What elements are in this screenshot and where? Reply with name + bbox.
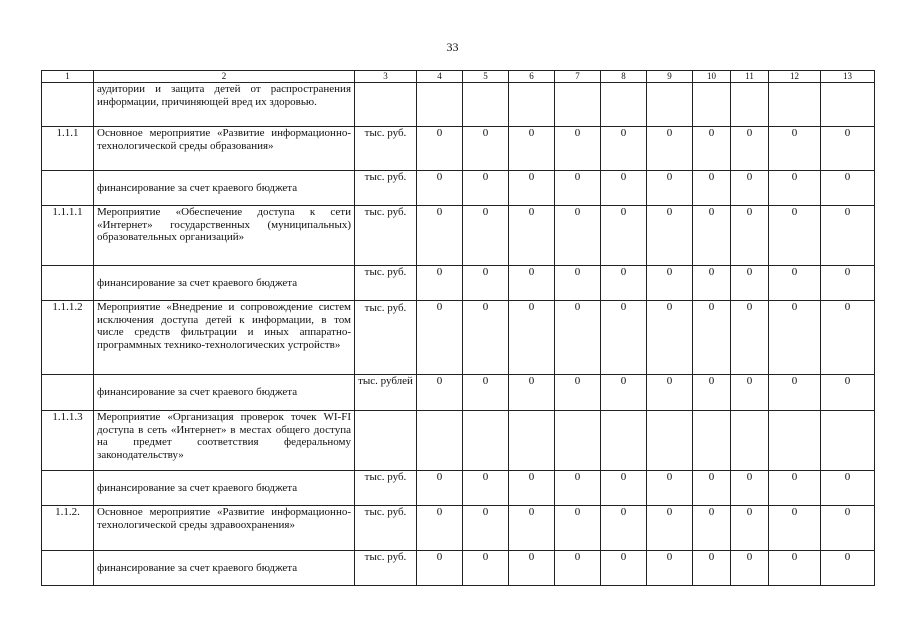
value-cell-col-8: 0 [601, 266, 647, 301]
value-cell-col-10: 0 [693, 301, 731, 375]
value-cell-col-7: 0 [555, 551, 601, 586]
table-row [42, 206, 875, 266]
table-row [42, 551, 875, 586]
value-cell-col-13: 0 [821, 127, 875, 171]
value-cell-col-5: 0 [463, 266, 509, 301]
value-cell-col-13: 0 [821, 471, 875, 506]
value-cell-col-6: 0 [509, 127, 555, 171]
value-cell-col-11: 0 [731, 551, 769, 586]
value-cell-col-8: 0 [601, 127, 647, 171]
value-cell-col-10 [693, 83, 731, 127]
value-cell-col-5: 0 [463, 301, 509, 375]
value-cell-col-7: 0 [555, 127, 601, 171]
row-number [42, 83, 94, 127]
value-cell-col-11: 0 [731, 375, 769, 411]
row-number: 1.1.2. [42, 506, 94, 551]
table-row [42, 301, 875, 375]
row-number: 1.1.1.1 [42, 206, 94, 266]
value-cell-col-8: 0 [601, 206, 647, 266]
column-number-5: 5 [463, 71, 509, 83]
row-description: Основное мероприятие «Развитие информационно-технологической среды образования» [94, 127, 355, 171]
value-cell-col-4 [417, 411, 463, 471]
value-cell-col-13: 0 [821, 506, 875, 551]
row-description: финансирование за счет краевого бюджета [94, 375, 355, 411]
value-cell-col-7: 0 [555, 506, 601, 551]
table-row [42, 127, 875, 171]
value-cell-col-12: 0 [769, 171, 821, 206]
value-cell-col-9: 0 [647, 471, 693, 506]
table-row [42, 375, 875, 411]
value-cell-col-10: 0 [693, 506, 731, 551]
value-cell-col-11: 0 [731, 171, 769, 206]
value-cell-col-5: 0 [463, 551, 509, 586]
value-cell-col-12: 0 [769, 551, 821, 586]
value-cell-col-10: 0 [693, 266, 731, 301]
value-cell-col-8: 0 [601, 551, 647, 586]
value-cell-col-5 [463, 411, 509, 471]
value-cell-col-4: 0 [417, 506, 463, 551]
value-cell-col-4: 0 [417, 375, 463, 411]
column-number-8: 8 [601, 71, 647, 83]
page-number: 33 [446, 40, 459, 54]
value-cell-col-8: 0 [601, 301, 647, 375]
value-cell-col-11: 0 [731, 127, 769, 171]
value-cell-col-12: 0 [769, 301, 821, 375]
value-cell-col-7: 0 [555, 375, 601, 411]
row-description: Мероприятие «Внедрение и сопровождение систем исключения доступа детей к информации, в том числе средств фильтрации и иных аппаратно-программных технико-технологических устройств» [94, 301, 355, 375]
value-cell-col-12: 0 [769, 506, 821, 551]
row-number: 1.1.1.2 [42, 301, 94, 375]
value-cell-col-9 [647, 83, 693, 127]
value-cell-col-13: 0 [821, 301, 875, 375]
row-description: Мероприятие «Обеспечение доступа к сети «Интернет» государственных (муниципальных) образовательных организаций» [94, 206, 355, 266]
value-cell-col-11: 0 [731, 301, 769, 375]
table-row [42, 411, 875, 471]
value-cell-col-11: 0 [731, 506, 769, 551]
table-row [42, 171, 875, 206]
value-cell-col-5: 0 [463, 471, 509, 506]
value-cell-col-5 [463, 83, 509, 127]
value-cell-col-9: 0 [647, 171, 693, 206]
table-row [42, 83, 875, 127]
value-cell-col-13: 0 [821, 551, 875, 586]
row-unit: тыс. руб. [355, 301, 417, 375]
row-description: финансирование за счет краевого бюджета [94, 266, 355, 301]
column-number-10: 10 [693, 71, 731, 83]
value-cell-col-12: 0 [769, 471, 821, 506]
row-unit: тыс. руб. [355, 171, 417, 206]
value-cell-col-12 [769, 411, 821, 471]
row-unit [355, 411, 417, 471]
value-cell-col-4: 0 [417, 206, 463, 266]
value-cell-col-8: 0 [601, 471, 647, 506]
value-cell-col-6: 0 [509, 206, 555, 266]
value-cell-col-8: 0 [601, 375, 647, 411]
column-numbers-row [42, 71, 875, 83]
value-cell-col-10: 0 [693, 206, 731, 266]
value-cell-col-7 [555, 411, 601, 471]
value-cell-col-9: 0 [647, 206, 693, 266]
value-cell-col-8 [601, 411, 647, 471]
column-number-13: 13 [821, 71, 875, 83]
column-number-1: 1 [42, 71, 94, 83]
column-number-9: 9 [647, 71, 693, 83]
value-cell-col-13 [821, 83, 875, 127]
value-cell-col-11: 0 [731, 206, 769, 266]
value-cell-col-5: 0 [463, 375, 509, 411]
value-cell-col-10: 0 [693, 551, 731, 586]
row-unit: тыс. рублей [355, 375, 417, 411]
value-cell-col-5: 0 [463, 171, 509, 206]
value-cell-col-12: 0 [769, 206, 821, 266]
value-cell-col-13: 0 [821, 375, 875, 411]
value-cell-col-4 [417, 83, 463, 127]
row-number [42, 471, 94, 506]
value-cell-col-6: 0 [509, 471, 555, 506]
value-cell-col-4: 0 [417, 301, 463, 375]
value-cell-col-6: 0 [509, 266, 555, 301]
value-cell-col-11: 0 [731, 266, 769, 301]
value-cell-col-7: 0 [555, 301, 601, 375]
value-cell-col-9: 0 [647, 301, 693, 375]
table-row [42, 266, 875, 301]
column-number-3: 3 [355, 71, 417, 83]
value-cell-col-7: 0 [555, 471, 601, 506]
row-description: финансирование за счет краевого бюджета [94, 471, 355, 506]
row-unit: тыс. руб. [355, 266, 417, 301]
value-cell-col-4: 0 [417, 551, 463, 586]
value-cell-col-11 [731, 83, 769, 127]
row-unit: тыс. руб. [355, 471, 417, 506]
row-description: финансирование за счет краевого бюджета [94, 171, 355, 206]
row-unit [355, 83, 417, 127]
value-cell-col-7: 0 [555, 206, 601, 266]
value-cell-col-12: 0 [769, 127, 821, 171]
value-cell-col-11: 0 [731, 471, 769, 506]
value-cell-col-7: 0 [555, 171, 601, 206]
column-number-2: 2 [94, 71, 355, 83]
column-number-4: 4 [417, 71, 463, 83]
row-unit: тыс. руб. [355, 206, 417, 266]
row-number: 1.1.1 [42, 127, 94, 171]
value-cell-col-4: 0 [417, 471, 463, 506]
value-cell-col-6: 0 [509, 171, 555, 206]
row-description: Мероприятие «Организация проверок точек WI-FI доступа в сеть «Интернет» в местах общего доступа на предмет соответствия федеральному законодательству» [94, 411, 355, 471]
value-cell-col-8 [601, 83, 647, 127]
value-cell-col-8: 0 [601, 171, 647, 206]
value-cell-col-5: 0 [463, 206, 509, 266]
value-cell-col-13: 0 [821, 171, 875, 206]
value-cell-col-4: 0 [417, 171, 463, 206]
row-number: 1.1.1.3 [42, 411, 94, 471]
value-cell-col-9: 0 [647, 506, 693, 551]
value-cell-col-5: 0 [463, 127, 509, 171]
value-cell-col-9: 0 [647, 266, 693, 301]
value-cell-col-4: 0 [417, 266, 463, 301]
column-number-6: 6 [509, 71, 555, 83]
value-cell-col-11 [731, 411, 769, 471]
row-number [42, 171, 94, 206]
value-cell-col-10 [693, 411, 731, 471]
value-cell-col-12 [769, 83, 821, 127]
value-cell-col-5: 0 [463, 506, 509, 551]
value-cell-col-9: 0 [647, 127, 693, 171]
value-cell-col-13: 0 [821, 266, 875, 301]
value-cell-col-7 [555, 83, 601, 127]
row-number [42, 375, 94, 411]
table-body [42, 83, 875, 586]
row-description: Основное мероприятие «Развитие информационно-технологической среды здравоохранения» [94, 506, 355, 551]
row-unit: тыс. руб. [355, 506, 417, 551]
table-row [42, 506, 875, 551]
value-cell-col-6: 0 [509, 375, 555, 411]
budget-table [41, 70, 875, 586]
value-cell-col-6 [509, 83, 555, 127]
row-number [42, 266, 94, 301]
value-cell-col-7: 0 [555, 266, 601, 301]
value-cell-col-13: 0 [821, 206, 875, 266]
value-cell-col-13 [821, 411, 875, 471]
column-number-12: 12 [769, 71, 821, 83]
column-number-7: 7 [555, 71, 601, 83]
value-cell-col-8: 0 [601, 506, 647, 551]
value-cell-col-12: 0 [769, 266, 821, 301]
row-description: аудитории и защита детей от распространения информации, причиняющей вред их здоровью. [94, 83, 355, 127]
row-description: финансирование за счет краевого бюджета [94, 551, 355, 586]
value-cell-col-6: 0 [509, 551, 555, 586]
value-cell-col-12: 0 [769, 375, 821, 411]
value-cell-col-9: 0 [647, 551, 693, 586]
value-cell-col-6 [509, 411, 555, 471]
row-number [42, 551, 94, 586]
value-cell-col-9: 0 [647, 375, 693, 411]
row-unit: тыс. руб. [355, 551, 417, 586]
value-cell-col-10: 0 [693, 375, 731, 411]
value-cell-col-6: 0 [509, 301, 555, 375]
table-row [42, 471, 875, 506]
value-cell-col-10: 0 [693, 171, 731, 206]
row-unit: тыс. руб. [355, 127, 417, 171]
column-number-11: 11 [731, 71, 769, 83]
value-cell-col-4: 0 [417, 127, 463, 171]
value-cell-col-10: 0 [693, 471, 731, 506]
value-cell-col-6: 0 [509, 506, 555, 551]
value-cell-col-9 [647, 411, 693, 471]
value-cell-col-10: 0 [693, 127, 731, 171]
